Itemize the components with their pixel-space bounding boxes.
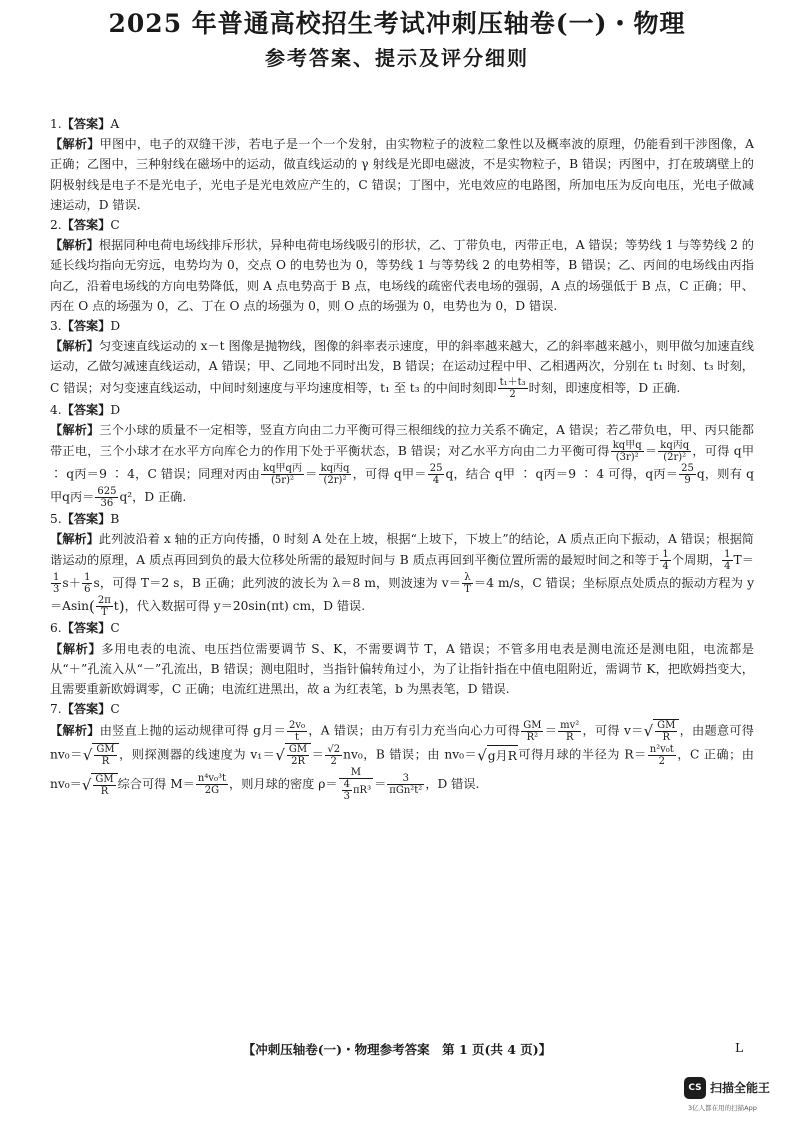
analysis-text: 时刻，即速度相等，D 正确. <box>528 380 681 395</box>
question-number: 5. <box>50 512 62 527</box>
radical-sign: √ <box>643 722 654 741</box>
fraction <box>462 572 473 595</box>
fraction-numerator: 1 <box>84 572 91 584</box>
fraction-denominator: (3r)² <box>615 452 639 464</box>
fraction-denominator: 4 <box>662 561 669 573</box>
analysis-text: q²，D 正确. <box>119 490 187 505</box>
radicand: g月R <box>487 745 518 766</box>
fraction-denominator: T <box>464 584 471 596</box>
analysis-tag: 【解析】 <box>50 238 99 253</box>
analysis-tag: 【解析】 <box>50 723 100 738</box>
analysis-tag: 【解析】 <box>50 137 100 152</box>
analysis <box>50 529 754 618</box>
fraction-denominator: 4 <box>432 475 440 487</box>
answer-value: C <box>110 218 120 233</box>
fraction <box>655 720 677 743</box>
analysis-text: 可得月球的半径为 R＝ <box>517 747 647 762</box>
fraction-denominator: (2r)² <box>663 452 687 464</box>
analysis-tag: 【解析】 <box>50 339 99 354</box>
analysis-text: ＝ <box>311 747 325 762</box>
fraction-denominator: 2 <box>330 755 337 767</box>
fraction-denominator: 4 <box>724 561 731 573</box>
fraction-denominator: 6 <box>84 584 91 596</box>
watermark-name: 扫描全能王 <box>710 1081 771 1095</box>
fraction <box>558 720 581 743</box>
square-root <box>275 743 311 767</box>
analysis <box>50 420 754 509</box>
fraction-numerator: √2 <box>327 743 341 755</box>
fraction-numerator: 4 <box>343 779 350 791</box>
fraction-numerator: λ <box>462 572 473 584</box>
analysis-text: 甲图中，电子的双缝干涉，若电子是一个一个发射，由实物粒子的波粒二象性以及概率波的原理，仍能看到干涉图像，A 正确；乙图中，三种射线在磁场中的运动，做直线运动的 γ 射线是光即电磁波，不是实物粒子，B 错误；丙图中，打在玻璃壁上的阴极射线是电子不是光电子，光电子是光电效应产生的，C 错误；丁图中，光电效应的电路图，所加电压为反向电压，光电子做减速运动，D 错误. <box>50 137 754 212</box>
square-root <box>82 773 118 797</box>
fraction-numerator: 625 <box>97 486 117 498</box>
answer-tag: 【答案】 <box>61 702 111 717</box>
answer-line <box>50 114 754 134</box>
question-4 <box>50 400 754 509</box>
fraction-denominator: (5r)² <box>271 475 294 487</box>
analysis <box>50 235 754 316</box>
fraction <box>96 595 113 618</box>
square-root <box>477 745 518 766</box>
answer-value: A <box>110 117 120 131</box>
analysis-text: 三个小球的质量不一定相等，竖直方向由二力平衡可得三根细线的拉力关系不确定，A 错误；若乙带负电，甲、丙只能都带正电，三个小球才在水平方向库仑力的作用下处于平衡状态，B 错误；对乙水平方向由二力平衡可得 <box>50 422 754 459</box>
analysis-text: ，则月球的密度 ρ＝ <box>229 777 338 792</box>
fraction <box>94 744 116 767</box>
answer-value: C <box>110 621 120 636</box>
analysis-text: 匀变速直线运动的 x－t 图像是抛物线，图像的斜率表示速度，甲的斜率越来越大，乙的斜率越来越小，则甲做匀加速直线运动，乙做匀减速直线运动，A 错误；甲、乙同地不同时出发，B 错误；在运动过程中甲、乙相遇两次，分别在 t₁ 时刻、t₃ 时刻，C 错误；对匀变速直线运动，中间时刻速度与平均速度相等，t₁ 至 t₃ 的中间时刻即 <box>50 339 754 395</box>
radical-sign: √ <box>81 775 92 794</box>
fraction <box>82 572 92 595</box>
analysis-text: 此列波沿着 x 轴的正方向传播，0 时刻 A 处在上坡，根据“上坡下，下坡上”的结论，A 质点正向下振动，A 错误；根据简谐运动的原理，A 质点再回到负的最大位移处所需的最短时间与 B 质点再回到平衡位置所需的最短时间之和等于 <box>50 532 754 568</box>
fraction-numerator: t₁＋t₃ <box>499 376 526 388</box>
fraction-numerator: 1 <box>53 572 60 584</box>
fraction-numerator: n⁴v₀³t <box>197 773 227 785</box>
footer-mark: L <box>735 1040 744 1055</box>
analysis-text: t <box>113 599 119 614</box>
answer-value: C <box>110 702 120 717</box>
square-root <box>644 719 680 743</box>
question-number: 7. <box>50 702 62 717</box>
fraction <box>658 440 691 463</box>
answer-tag: 【答案】 <box>61 319 111 334</box>
fraction <box>722 549 732 572</box>
square-root <box>83 743 119 767</box>
question-6 <box>50 618 754 699</box>
radicand <box>92 743 118 767</box>
cs-logo-icon: CS <box>684 1077 706 1099</box>
analysis-text: ，由题意可得 nv₀＝ <box>50 723 754 762</box>
fraction <box>387 773 424 796</box>
question-7 <box>50 699 754 802</box>
fraction <box>679 463 696 486</box>
fraction <box>93 774 115 797</box>
answer-value: B <box>110 512 120 527</box>
fraction <box>95 486 118 509</box>
analysis-text: 个周期， <box>671 553 722 568</box>
answer-line <box>50 215 754 235</box>
analysis-text: ，可得 q甲＝ <box>352 467 427 482</box>
answer-value: D <box>110 402 121 417</box>
question-number: 2. <box>50 218 62 233</box>
fraction-denominator: R² <box>526 731 539 743</box>
fraction-numerator: GM <box>288 744 308 756</box>
analysis-tag: 【解析】 <box>50 532 99 547</box>
fraction-numerator: GM <box>523 719 542 731</box>
fraction-denominator: 9 <box>684 475 691 487</box>
answer-tag: 【答案】 <box>61 402 111 417</box>
analysis <box>50 336 754 399</box>
equals-sign: ＝ <box>304 467 318 482</box>
answer-tag: 【答案】 <box>61 512 111 527</box>
fraction-denominator: t <box>295 731 300 743</box>
question-number: 4. <box>50 402 62 417</box>
fraction <box>611 440 644 463</box>
fraction <box>319 463 352 486</box>
fraction-numerator: mv² <box>560 719 580 731</box>
fraction <box>521 720 543 743</box>
answers-body <box>50 114 754 802</box>
fraction-numerator: GM <box>657 720 676 732</box>
question-5 <box>50 509 754 618</box>
question-number: 1. <box>50 117 62 131</box>
answer-line <box>50 400 754 420</box>
fraction <box>51 572 61 595</box>
fraction <box>648 744 676 767</box>
question-number: 6. <box>50 621 62 636</box>
denominator-term: πR³ <box>352 785 372 797</box>
fraction <box>498 377 528 400</box>
page-footer: 【冲刺压轴卷(一)・物理参考答案 第 1 页(共 4 页)】 <box>242 1042 552 1057</box>
fraction <box>660 549 670 572</box>
radicand <box>285 743 311 767</box>
question-3 <box>50 316 754 400</box>
analysis-text: ，代入数据可得 y＝20sin(πt) cm，D 错误. <box>124 599 366 614</box>
fraction-numerator: n²v₀t <box>649 743 674 755</box>
fraction-denominator: 36 <box>100 498 114 510</box>
fraction <box>339 767 374 802</box>
answer-tag: 【答案】 <box>61 218 111 233</box>
radicand <box>91 773 117 797</box>
analysis-text: ，可得 v＝ <box>582 723 644 738</box>
analysis-text: 多用电表的电流、电压挡位需要调节 S、K，不需要调节 T，A 错误；不管多用电表是测电流还是测电阻，电流都是从“＋”孔流入从“－”孔流出，B 错误；测电阻时，当指针偏转角过小，为了让指针指在中值电阻附近，需调节 K，把欧姆挡变大，且需要重新欧姆调零，C 正确；电流红进黑出，故 a 为红表笔，b 为黑表笔，D 错误. <box>50 641 754 697</box>
scanner-watermark <box>684 1075 788 1115</box>
fraction-denominator: T <box>100 607 108 619</box>
right-paren: ) <box>118 597 125 616</box>
answer-tag: 【答案】 <box>61 621 111 636</box>
answer-line <box>50 618 754 638</box>
question-number: 3. <box>50 319 62 334</box>
fraction <box>287 720 307 743</box>
fraction-numerator: 2v₀ <box>289 719 306 731</box>
radicand <box>653 719 679 743</box>
fraction-denominator: R <box>101 756 110 768</box>
fraction-denominator: 3 <box>343 791 350 803</box>
question-2 <box>50 215 754 316</box>
fraction <box>287 744 309 767</box>
fraction-numerator: kq甲q <box>612 440 642 452</box>
analysis-text: ，A 错误；由万有引力充当向心力可得 <box>308 723 521 738</box>
equals-sign: ＝ <box>644 444 658 459</box>
answer-tag: 【答案】 <box>61 117 111 131</box>
fraction-denominator: R <box>565 731 574 743</box>
fraction-denominator: πGn²t² <box>389 785 423 797</box>
fraction-denominator: 2G <box>204 785 220 797</box>
equals-sign: ＝ <box>544 723 558 738</box>
analysis-text: q，结合 q甲 ∶ q丙＝9 ∶ 4 可得，q丙＝ <box>445 467 679 482</box>
analysis-text: 根据同种电荷电场线排斥形状，异种电荷电场线吸引的形状，乙、丁带负电，丙带正电，A 错误；等势线 1 与等势线 2 的延长线均指向无穷远，电势均为 0，交点 O 的电势也为 0，等势线 1 与等势线 2 的电势相等，B 错误；乙、丙间的电场线由丙指向乙，沿着电场线的方向电势降低，则 A 点电势高于 B 点，电场线的疏密代表电场的强弱，A 点的场强低于 B 点，C 正确；甲、丙在 O 点的场强为 0，乙、丁在 O 点的场强为 0，则 O 点的场强为 0，电势也为 0，D 错误. <box>50 238 754 313</box>
fraction-numerator: 25 <box>429 463 443 475</box>
fraction-denominator: 2R <box>291 756 305 768</box>
analysis-text: q，则有 q甲q丙＝ <box>50 467 754 505</box>
analysis-text: ，则探测器的线速度为 v₁＝ <box>118 747 276 762</box>
fraction-denominator <box>339 779 374 802</box>
page-subtitle: 参考答案、提示及评分细则 <box>265 46 529 70</box>
answer-line <box>50 699 754 719</box>
question-1 <box>50 114 754 215</box>
fraction-numerator: GM <box>95 773 114 785</box>
radical-sign: √ <box>275 746 285 765</box>
fraction-numerator: kq丙q <box>320 463 350 475</box>
analysis-tag: 【解析】 <box>50 422 100 437</box>
radical-sign: √ <box>477 746 487 765</box>
fraction-denominator: 2 <box>658 755 665 767</box>
fraction <box>342 779 352 802</box>
analysis-text: s，可得 T＝2 s，B 正确；此列波的波长为 λ＝8 m，则波速为 v＝ <box>93 576 462 591</box>
fraction-denominator: 3 <box>53 584 60 596</box>
radical-sign: √ <box>82 746 93 765</box>
fraction-denominator: (2r)² <box>323 475 347 487</box>
fraction-numerator: kq丙q <box>660 440 690 452</box>
fraction <box>196 773 228 796</box>
fraction <box>428 463 445 486</box>
analysis-text: ，C 正确；由 nv₀＝ <box>50 747 754 792</box>
answer-value: D <box>110 319 121 334</box>
analysis-text: ，D 错误. <box>425 777 480 792</box>
fraction-denominator: R <box>662 732 671 744</box>
watermark-slogan: 3亿人都在用的扫描App <box>688 1104 757 1112</box>
analysis-text: s＋ <box>62 576 82 591</box>
analysis-text: ＝4 m/s，C 错误；坐标原点处质点的振动方程为 y＝Asin <box>50 576 754 614</box>
fraction <box>261 463 304 486</box>
answer-line <box>50 316 754 336</box>
fraction-denominator: 2 <box>509 388 516 400</box>
left-paren: ( <box>89 597 95 616</box>
fraction-numerator: 2π <box>97 595 111 607</box>
analysis-text: 由竖直上抛的运动规律可得 g月＝ <box>99 723 287 738</box>
fraction <box>325 744 342 767</box>
fraction-numerator: M <box>339 767 374 779</box>
analysis-text: 综合可得 M＝ <box>117 777 195 792</box>
page-title: 2025 年普通高校招生考试冲刺压轴卷(一)・物理 <box>108 9 686 38</box>
analysis-text: nv₀，B 错误；由 nv₀＝ <box>343 747 478 762</box>
analysis-text: T＝ <box>733 553 754 568</box>
fraction-numerator: 25 <box>681 463 694 475</box>
fraction-denominator: R <box>100 785 109 797</box>
analysis <box>50 639 754 700</box>
equals-sign: ＝ <box>374 777 387 792</box>
fraction-numerator: 3 <box>387 773 424 785</box>
fraction-numerator: kq甲q丙 <box>263 463 302 475</box>
analysis-tag: 【解析】 <box>50 641 102 656</box>
analysis <box>50 719 754 802</box>
fraction-numerator: 1 <box>724 549 731 561</box>
fraction-numerator: GM <box>96 744 115 756</box>
analysis <box>50 134 754 215</box>
analysis-text: ，可得 q甲 ∶ q丙＝9 ∶ 4，C 错误；同理对丙由 <box>50 444 755 482</box>
fraction-numerator: 1 <box>662 549 669 561</box>
answer-line <box>50 509 754 529</box>
